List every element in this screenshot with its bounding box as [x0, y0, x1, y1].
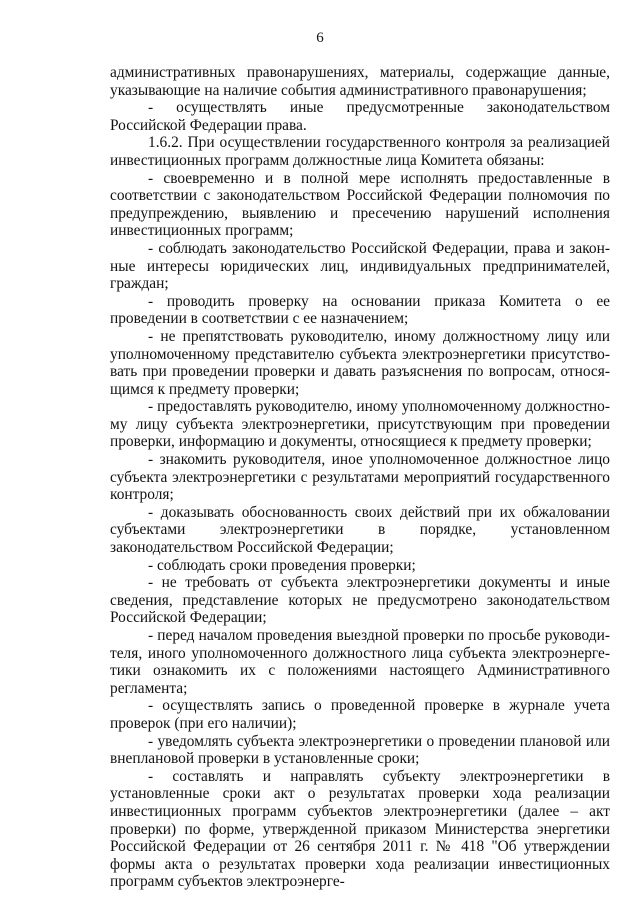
paragraph: - осуществлять запись о проведенной проверке в журнале учета проверок (при его наличии); [110, 697, 610, 732]
paragraph: административных правонарушениях, материалы, содержащие данные, указывающие на наличие события административного правонарушения; [110, 64, 610, 99]
paragraph: - знакомить руководителя, иное уполномоченное должностное лицо субъекта электроэнергетики с результатами мероприятий государственного контроля; [110, 451, 610, 504]
paragraph: - своевременно и в полной мере исполнять предоставленные в соответствии с законодательством Российской Федерации полномочия по предупреждению, выявлению и пресечению нарушений исполнения инвестиционных программ; [110, 169, 610, 240]
paragraph: - не препятствовать руководителю, иному должностному лицу или уполномоченному представителю субъекта электроэнергетики присутствовать при проведении проверки и давать разъяснения по вопросам, относящимся к предмету проверки; [110, 327, 610, 398]
paragraph: - не требовать от субъекта электроэнергетики документы и иные сведения, представление которых не предусмотрено законодательством Российской Федерации; [110, 574, 610, 627]
paragraph: - составлять и направлять субъекту электроэнергетики в установленные сроки акт о результатах проверки хода реализации инвестиционных программ субъектов электроэнергетики (далее – акт проверки) по форме, утвержденной приказом Министерства энергетики Российской Федерации от 26 сентября 2011 г. № 418 "Об утверждении формы акта о результатах проверки хода реализации инвестиционных программ субъектов электроэнерге- [110, 767, 610, 891]
paragraph: - осуществлять иные предусмотренные законодательством Российской Федерации права. [110, 99, 610, 134]
paragraph: - перед началом проведения выездной проверки по просьбе руководителя, иного уполномоченного должностного лица субъекта электроэнергетики ознакомить их с положениями настоящего Административного регламента; [110, 627, 610, 697]
paragraph: - соблюдать законодательство Российской Федерации, права и законные интересы юридических лиц, индивидуальных предпринимателей, граждан; [110, 239, 610, 293]
paragraph: - предоставлять руководителю, иному уполномоченному должностному лицу субъекта электроэнергетики, присутствующим при проведении проверки, информацию и документы, относящиеся к предмету проверки; [110, 398, 610, 451]
paragraph: 1.6.2. При осуществлении государственного контроля за реализацией инвестиционных программ должностные лица Комитета обязаны: [110, 134, 610, 169]
page-number: 6 [316, 30, 324, 46]
paragraph: - уведомлять субъекта электроэнергетики о проведении плановой или внеплановой проверки в установленные сроки; [110, 732, 610, 768]
paragraph: - доказывать обоснованность своих действий при их обжаловании субъектами электроэнергетики в порядке, установленном законодательством Российской Федерации; [110, 503, 610, 557]
paragraph: - соблюдать сроки проведения проверки; [148, 556, 416, 574]
body-text [110, 64, 610, 891]
paragraph: - проводить проверку на основании приказа Комитета о ее проведении в соответствии с ее назначением; [110, 292, 610, 328]
